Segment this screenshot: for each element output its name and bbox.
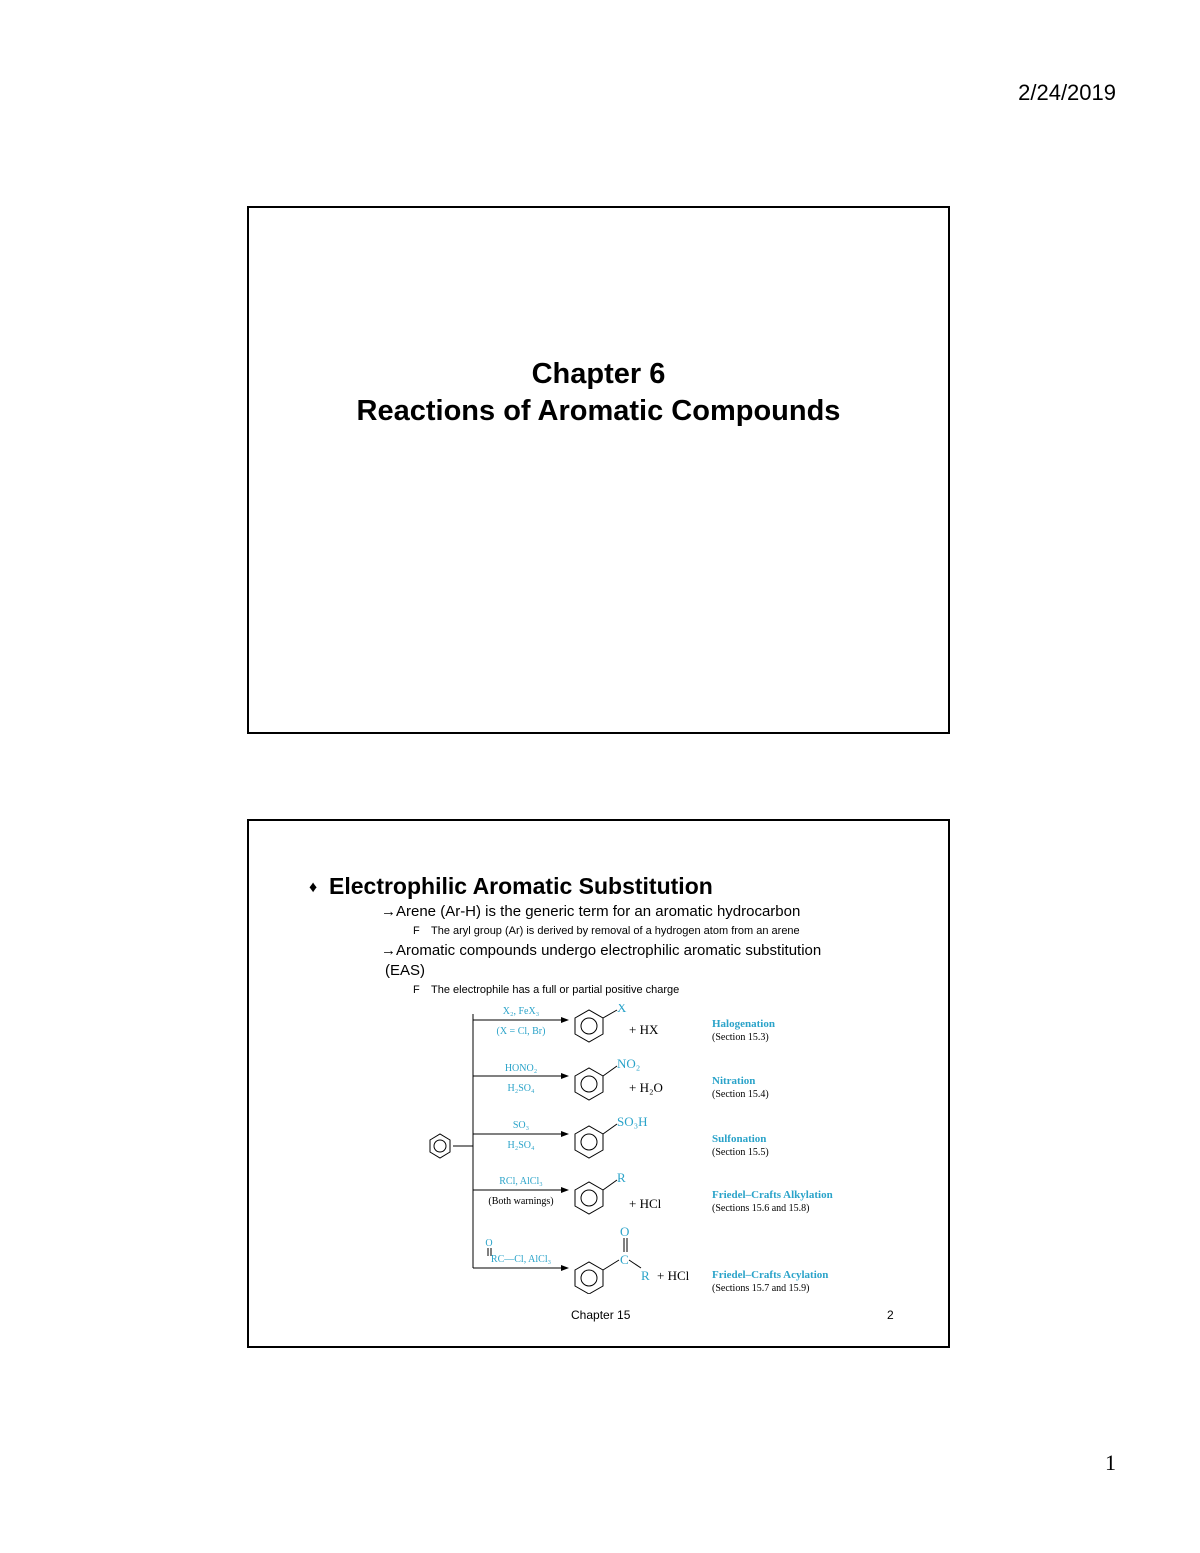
sub-bullet-electrophile: [413, 984, 679, 996]
substituent-label: X: [617, 1004, 627, 1015]
bullet-text: Aromatic compounds undergo electrophilic aromatic substitution: [396, 942, 822, 959]
byproduct-label: + H₂O: [629, 1080, 663, 1095]
substituent-label: NO₂: [617, 1056, 641, 1071]
reagent-label: HONO₂: [504, 1063, 538, 1074]
reagent-condition: (Both warnings): [488, 1196, 554, 1207]
arrow-icon: →: [381, 903, 396, 920]
substituent-label: SO₃H: [617, 1114, 648, 1129]
sub-bullet-icon: F: [413, 984, 420, 996]
reaction-section: (Sections 15.6 and 15.8): [712, 1203, 810, 1214]
bullet-text: Arene (Ar-H) is the generic term for an aromatic hydrocarbon: [396, 903, 801, 920]
slide-footer-number: 2: [887, 1308, 894, 1322]
reaction-name: Halogenation: [712, 1018, 775, 1030]
byproduct-label: + HCl: [629, 1196, 662, 1211]
slide-title-text: [249, 356, 948, 430]
benzene-ring-icon: [575, 1180, 617, 1214]
sub-bullet-icon: F: [413, 925, 420, 937]
acyl-bond: [629, 1260, 641, 1268]
arrow-head-icon: [561, 1265, 569, 1271]
reaction-section: (Section 15.4): [712, 1089, 769, 1100]
arrow-head-icon: [561, 1131, 569, 1137]
benzene-ring-icon: [575, 1010, 617, 1042]
benzene-ring-icon: [575, 1124, 617, 1158]
arrow-head-icon: [561, 1017, 569, 1023]
reagent-label: SO₃: [512, 1120, 530, 1131]
reaction-section: (Section 15.5): [712, 1147, 769, 1158]
byproduct-label: + HX: [629, 1022, 659, 1037]
reagent-label: RCl, AlCl₃: [499, 1176, 543, 1187]
reaction-name: Sulfonation: [712, 1133, 767, 1145]
reaction-section: (Section 15.3): [712, 1032, 769, 1043]
benzene-ring-icon: [430, 1134, 450, 1158]
carbonyl-oxygen: O: [620, 1224, 630, 1239]
reagent-label: X₂, FeX₃: [502, 1006, 540, 1017]
reaction-name: Nitration: [712, 1075, 756, 1087]
eas-reaction-scheme: [409, 1004, 869, 1294]
bullet-eas: [381, 942, 821, 959]
heading-text: Electrophilic Aromatic Substitution: [329, 873, 713, 899]
page-date: 2/24/2019: [1018, 80, 1116, 105]
substituent-label: R: [641, 1268, 650, 1283]
sub-bullet-aryl: [413, 925, 800, 937]
substituent-label: R: [617, 1170, 626, 1185]
reagent-condition: (X = Cl, Br): [496, 1026, 546, 1037]
arrow-head-icon: [561, 1187, 569, 1193]
reaction-section: (Sections 15.7 and 15.9): [712, 1283, 810, 1294]
slide-heading: [309, 873, 713, 900]
reaction-name: Friedel–Crafts Alkylation: [712, 1189, 833, 1201]
diamond-bullet-icon: ♦: [309, 879, 318, 896]
slide-title: [247, 206, 950, 734]
slide-footer-chapter: Chapter 15: [571, 1308, 631, 1322]
carbonyl-carbon: C: [620, 1252, 629, 1267]
reagent-label: RC—Cl, AlCl₃: [490, 1254, 552, 1265]
byproduct-label: + HCl: [657, 1268, 690, 1283]
benzene-ring-icon: [575, 1066, 617, 1100]
carbonyl-oxygen: O: [485, 1238, 493, 1249]
slide-eas: [247, 819, 950, 1348]
reagent-condition: H₂SO₄: [507, 1083, 535, 1094]
sub-bullet-text: The electrophile has a full or partial positive charge: [431, 984, 680, 996]
reaction-name: Friedel–Crafts Acylation: [712, 1269, 829, 1281]
chapter-number: Chapter 6: [531, 358, 666, 390]
reagent-condition: H₂SO₄: [507, 1140, 535, 1151]
arrow-head-icon: [561, 1073, 569, 1079]
bullet-eas-continued: (EAS): [385, 962, 426, 979]
chapter-title: Reactions of Aromatic Compounds: [356, 395, 841, 427]
sub-bullet-text: The aryl group (Ar) is derived by removal of a hydrogen atom from an arene: [431, 925, 800, 937]
benzene-ring-icon: [575, 1260, 619, 1294]
arrow-icon: →: [381, 942, 396, 959]
page-number: 1: [1105, 1450, 1116, 1475]
bullet-arene: [381, 903, 800, 920]
